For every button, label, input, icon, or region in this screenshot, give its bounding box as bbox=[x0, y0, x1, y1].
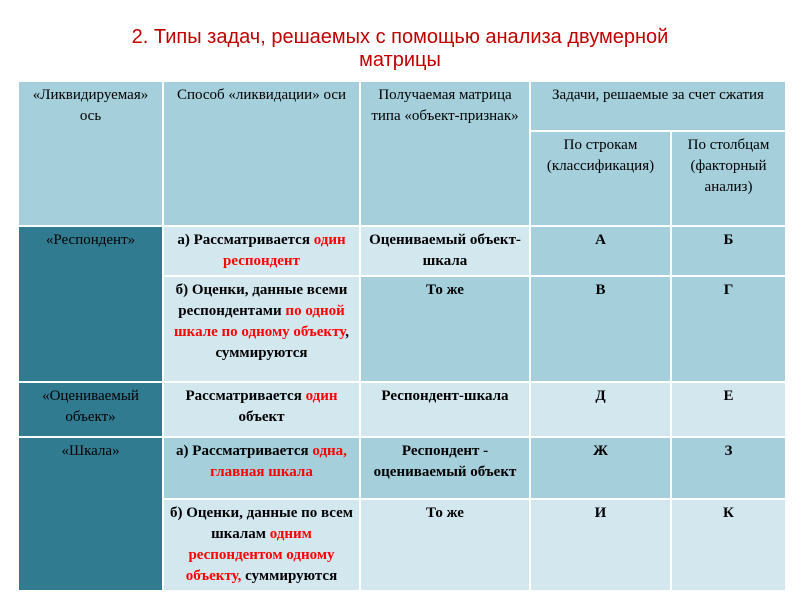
task-col-cell: З bbox=[671, 437, 786, 499]
header-row bbox=[18, 81, 786, 131]
header-matrix: Получаемая матрица типа «объект-признак» bbox=[360, 81, 530, 226]
task-types-table bbox=[17, 80, 787, 592]
header-axis: «Ликвидируемая» ось bbox=[18, 81, 163, 226]
task-row-cell: Ж bbox=[530, 437, 671, 499]
task-col-cell: Г bbox=[671, 276, 786, 382]
task-col-cell: Б bbox=[671, 226, 786, 276]
method-cell: а) Рассматривается один респондент bbox=[163, 226, 360, 276]
matrix-cell: То же bbox=[360, 276, 530, 382]
task-row-cell: А bbox=[530, 226, 671, 276]
table-row bbox=[18, 382, 786, 437]
task-row-cell: Д bbox=[530, 382, 671, 437]
matrix-cell: Оцениваемый объект-шкала bbox=[360, 226, 530, 276]
method-cell: Рассматривается один объект bbox=[163, 382, 360, 437]
method-cell: б) Оценки, данные всеми респондентами по одной шкале по одному объекту, суммируются bbox=[163, 276, 360, 382]
header-tasks: Задачи, решаемые за счет сжатия bbox=[530, 81, 786, 131]
method-cell: б) Оценки, данные по всем шкалам одним респондентом одному объекту, суммируются bbox=[163, 499, 360, 591]
table-row bbox=[18, 437, 786, 499]
matrix-cell: То же bbox=[360, 499, 530, 591]
header-by-rows: По строкам (классификация) bbox=[530, 131, 671, 226]
axis-evaluated-object: «Оцениваемый объект» bbox=[18, 382, 163, 437]
slide-title bbox=[20, 26, 780, 72]
header-by-cols: По столбцам (факторный анализ) bbox=[671, 131, 786, 226]
slide-title-line2: матрицы bbox=[359, 49, 441, 71]
table-row bbox=[18, 226, 786, 276]
header-method: Способ «ликвидации» оси bbox=[163, 81, 360, 226]
task-row-cell: В bbox=[530, 276, 671, 382]
slide-title-line1: 2. Типы задач, решаемых с помощью анализа двумерной bbox=[131, 26, 669, 48]
task-col-cell: К bbox=[671, 499, 786, 591]
method-cell: а) Рассматривается одна, главная шкала bbox=[163, 437, 360, 499]
axis-scale: «Шкала» bbox=[18, 437, 163, 591]
task-col-cell: Е bbox=[671, 382, 786, 437]
task-row-cell: И bbox=[530, 499, 671, 591]
matrix-cell: Респондент - оцениваемый объект bbox=[360, 437, 530, 499]
axis-respondent: «Респондент» bbox=[18, 226, 163, 382]
matrix-cell: Респондент-шкала bbox=[360, 382, 530, 437]
